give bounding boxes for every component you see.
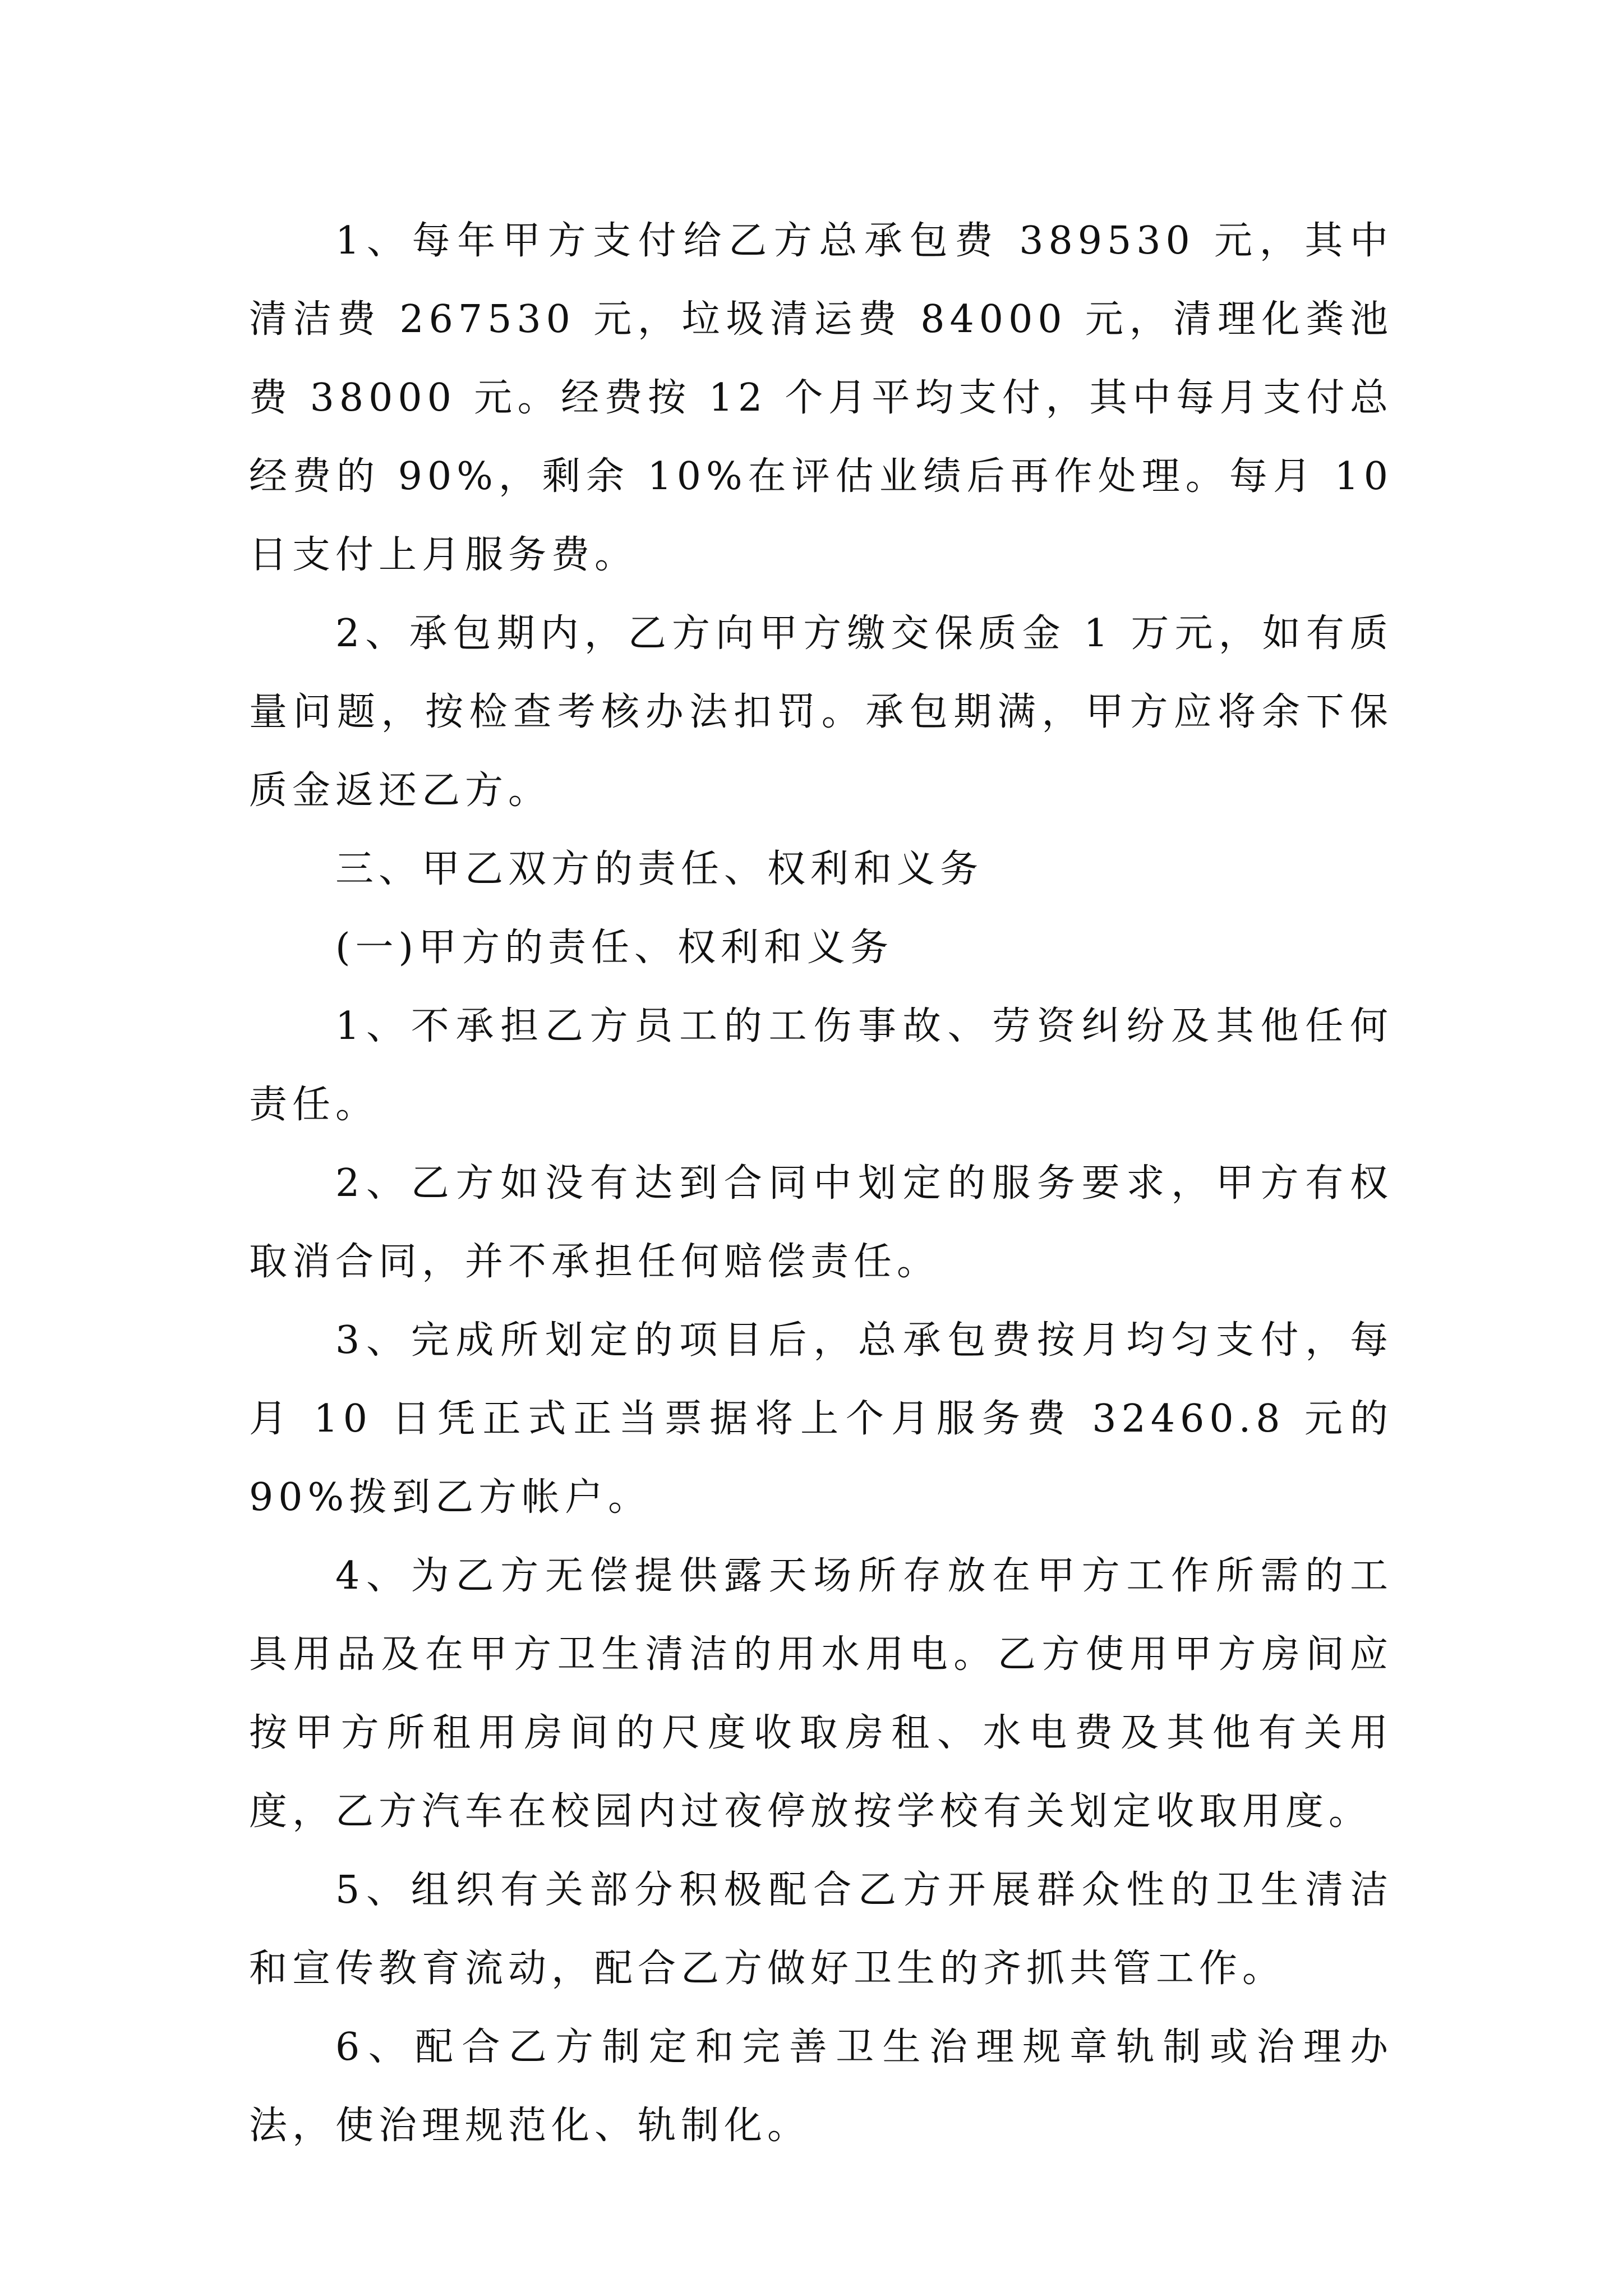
paragraph-item-3: 3、完成所划定的项目后，总承包费按月均匀支付，每月 10 日凭正式正当票据将上个月服务费 32460.8 元的 90%拨到乙方帐户。 bbox=[249, 1318, 1393, 1520]
section-heading-responsibilities: 三、甲乙双方的责任、权利和义务 bbox=[335, 847, 984, 891]
paragraph-item-1: 1、不承担乙方员工的工伤事故、劳资纠纷及其他任何责任。 bbox=[249, 1004, 1393, 1127]
paragraph-payment-fees: 1、每年甲方支付给乙方总承包费 389530 元，其中清洁费 267530 元，垃圾清运费 84000 元，清理化粪池费 38000 元。经费按 12 个月平均支付，其中每月支付总经费的 90%，剩余 10%在评估业绩后再作处理。每月 10 日支付上月服务费。 bbox=[249, 219, 1393, 577]
paragraph-item-4: 4、为乙方无偿提供露天场所存放在甲方工作所需的工具用品及在甲方卫生清洁的用水用电。乙方使用甲方房间应按甲方所租用房间的尺度收取房租、水电费及其他有关用度，乙方汽车在校园内过夜停放按学校有关划定收取用度。 bbox=[249, 1554, 1393, 1834]
document-body bbox=[249, 202, 1393, 2165]
paragraph-item-6: 6、配合乙方制定和完善卫生治理规章轨制或治理办法，使治理规范化、轨制化。 bbox=[249, 2025, 1393, 2148]
paragraph-item-2: 2、乙方如没有达到合同中划定的服务要求，甲方有权取消合同，并不承担任何赔偿责任。 bbox=[249, 1161, 1393, 1284]
paragraph-item-5: 5、组织有关部分积极配合乙方开展群众性的卫生清洁和宣传教育流动，配合乙方做好卫生的齐抓共管工作。 bbox=[249, 1868, 1393, 1991]
paragraph-quality-deposit: 2、承包期内，乙方向甲方缴交保质金 1 万元，如有质量问题，按检查考核办法扣罚。承包期满，甲方应将余下保质金返还乙方。 bbox=[249, 611, 1393, 813]
subsection-heading-party-a: (一)甲方的责任、权利和义务 bbox=[335, 926, 894, 970]
